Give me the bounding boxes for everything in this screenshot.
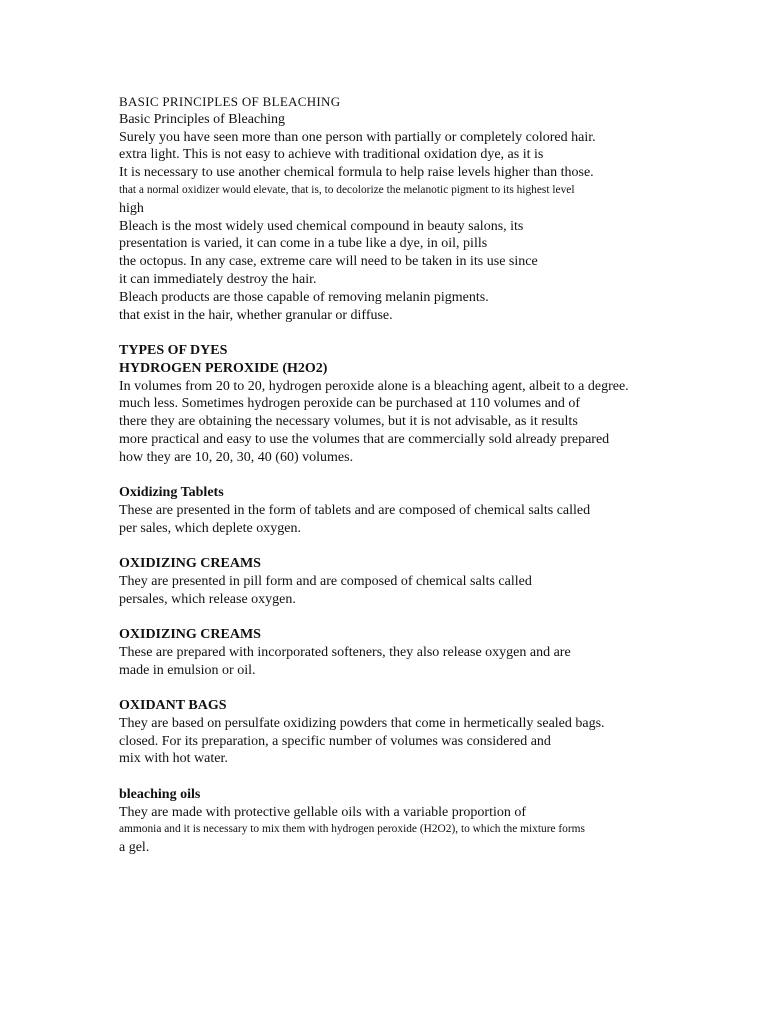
intro-line: presentation is varied, it can come in a tube like a dye, in oil, pills (119, 236, 488, 252)
section-line: made in emulsion or oil. (119, 662, 256, 678)
section-line: much less. Sometimes hydrogen peroxide can be purchased at 110 volumes and of (119, 396, 580, 412)
paragraph-gap (119, 538, 719, 556)
document-title: BASIC PRINCIPLES OF BLEACHING (119, 94, 341, 109)
section-line: They are made with protective gellable oils with a variable proportion of (119, 804, 527, 820)
section-line: They are presented in pill form and are composed of chemical salts called (119, 573, 532, 589)
intro-line: high (119, 200, 144, 216)
section-line: more practical and easy to use the volumes that are commercially sold already prepared (119, 431, 610, 447)
paragraph-gap (119, 679, 719, 697)
section-heading: bleaching oils (119, 786, 201, 802)
intro-line: Basic Principles of Bleaching (119, 111, 286, 127)
intro-line: extra light. This is not easy to achieve with traditional oxidation dye, as it is (119, 147, 544, 163)
section-line: In volumes from 20 to 20, hydrogen peroxide alone is a bleaching agent, albeit to a degree. (119, 378, 629, 394)
intro-line: that exist in the hair, whether granular or diffuse. (119, 307, 393, 323)
section-line: closed. For its preparation, a specific number of volumes was considered and (119, 733, 551, 749)
paragraph-gap (119, 609, 719, 627)
paragraph-gap (119, 467, 719, 485)
section-line: a gel. (119, 840, 150, 856)
section-heading: Oxidizing Tablets (119, 485, 224, 501)
section-line: They are based on persulfate oxidizing powders that come in hermetically sealed bags. (119, 715, 605, 731)
section-line: These are presented in the form of tablets and are composed of chemical salts called (119, 502, 591, 518)
intro-line: that a normal oxidizer would elevate, that is, to decolorize the melanotic pigment to its highest level (119, 183, 575, 196)
intro-line: It is necessary to use another chemical formula to help raise levels higher than those. (119, 165, 594, 181)
section-line: mix with hot water. (119, 751, 228, 767)
intro-line: Bleach is the most widely used chemical compound in beauty salons, its (119, 218, 524, 234)
intro-line: Surely you have seen more than one person with partially or completely colored hair. (119, 129, 596, 145)
section-line: ammonia and it is necessary to mix them with hydrogen peroxide (H2O2), to which the mixture forms (119, 823, 585, 836)
intro-line: Bleach products are those capable of removing melanin pigments. (119, 289, 489, 305)
intro-line: the octopus. In any case, extreme care will need to be taken in its use since (119, 254, 538, 270)
document-body (119, 93, 719, 857)
section-line: These are prepared with incorporated softeners, they also release oxygen and are (119, 644, 571, 660)
paragraph-gap (119, 768, 719, 786)
section-line: persales, which release oxygen. (119, 591, 296, 607)
section-heading: HYDROGEN PEROXIDE (H2O2) (119, 360, 328, 376)
section-heading: OXIDANT BAGS (119, 698, 227, 714)
types-heading: TYPES OF DYES (119, 342, 228, 358)
paragraph-gap (119, 324, 719, 342)
section-line: per sales, which deplete oxygen. (119, 520, 301, 536)
section-heading: OXIDIZING CREAMS (119, 627, 261, 643)
section-heading: OXIDIZING CREAMS (119, 556, 261, 572)
section-line: there they are obtaining the necessary volumes, but it is not advisable, as it results (119, 414, 578, 430)
section-line: how they are 10, 20, 30, 40 (60) volumes. (119, 449, 354, 465)
intro-line: it can immediately destroy the hair. (119, 271, 317, 287)
